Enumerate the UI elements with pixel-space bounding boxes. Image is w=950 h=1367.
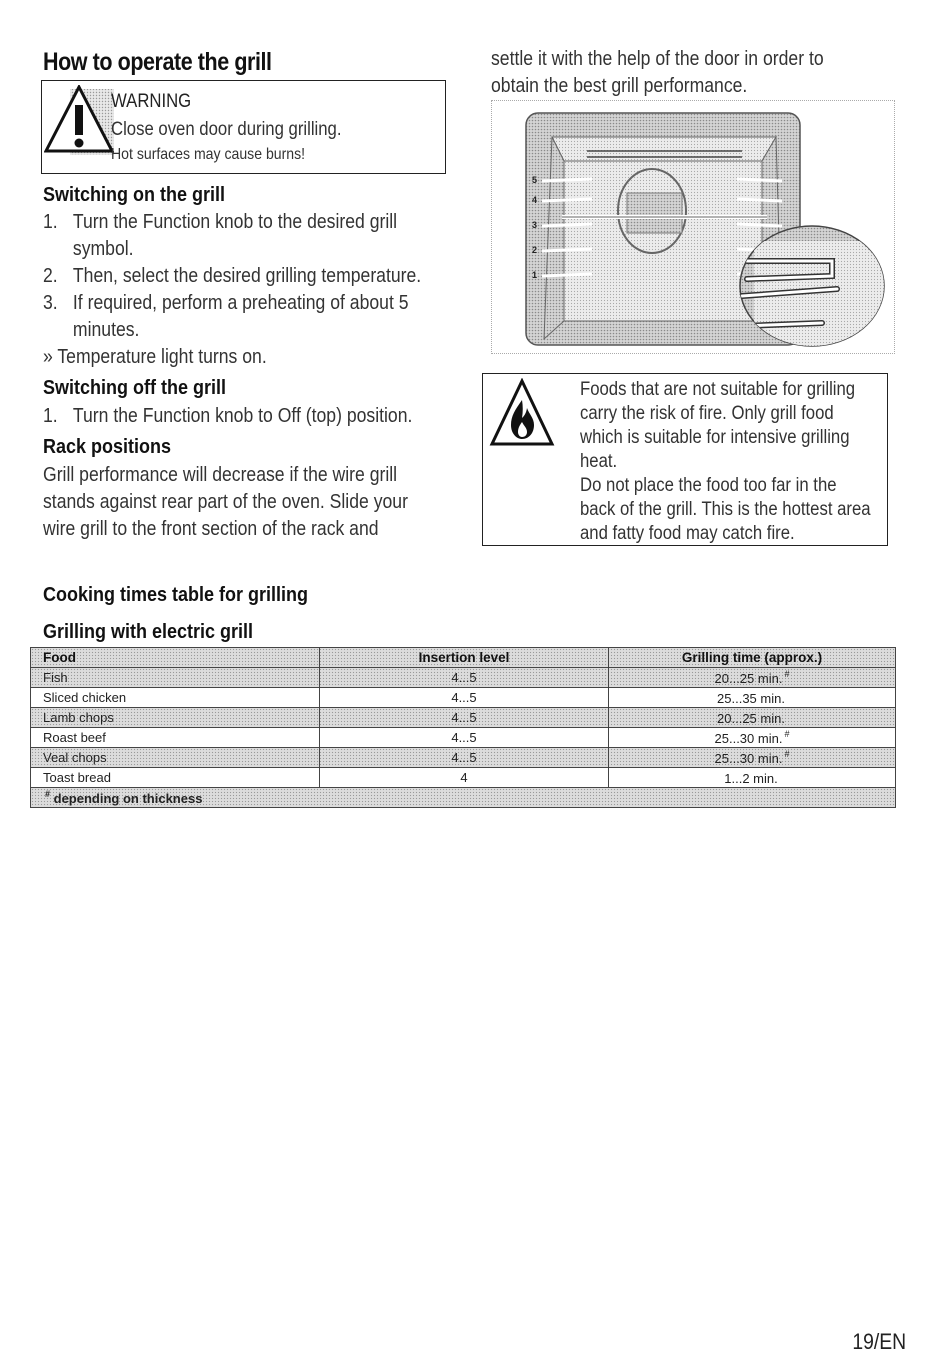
switching-on-heading: Switching on the grill — [43, 184, 225, 206]
list-item: 3. If required, perform a preheating of about 5 — [43, 292, 409, 314]
list-item-cont: minutes. — [72, 319, 140, 341]
rack-positions-text: Grill performance will decrease if the wire grill stands against rear part of the oven. Slide your wire grill to the front section of the rack and — [43, 464, 408, 540]
warning-line-2: Hot surfaces may cause burns! — [111, 146, 306, 163]
table-heading: Cooking times table for grilling — [43, 584, 309, 606]
warning-icon — [44, 85, 114, 155]
table-header-row — [31, 648, 896, 668]
fire-warning-text: Foods that are not suitable for grilling carry the risk of fire. Only grill food which is suitable for intensive grilling heat. Do not place the food too far in the back of the grill. This is the hottest area and fatty food may catch fire. — [580, 379, 871, 544]
page-number: 19/EN — [852, 1329, 906, 1354]
rack-continuation-text: settle it with the help of the door in order to obtain the best grill performance. — [491, 48, 824, 97]
food-cell: Roast beef — [31, 728, 320, 748]
page-title: How to operate the grill — [43, 48, 272, 76]
table-row — [31, 668, 896, 688]
table-row — [31, 688, 896, 708]
column-header: Insertion level — [320, 648, 609, 668]
level-cell: 4...5 — [320, 748, 609, 768]
fire-hazard-icon — [489, 378, 555, 450]
list-item: 1. Turn the Function knob to Off (top) position. — [43, 405, 413, 427]
table-subheading: Grilling with electric grill — [43, 621, 254, 643]
column-header: Grilling time (approx.) — [609, 648, 896, 668]
food-cell: Fish — [31, 668, 320, 688]
rack-level-label: 3 — [532, 220, 538, 230]
rack-positions-heading: Rack positions — [43, 436, 172, 458]
list-item-cont: symbol. — [72, 238, 134, 260]
rack-level-label: 1 — [532, 270, 538, 280]
time-cell: 1...2 min. — [609, 768, 896, 788]
list-item: 1. Turn the Function knob to the desired grill — [43, 211, 398, 233]
table-row — [31, 708, 896, 728]
level-cell: 4...5 — [320, 688, 609, 708]
table-row — [31, 768, 896, 788]
rack-level-label: 4 — [532, 195, 538, 205]
switching-off-heading: Switching off the grill — [43, 377, 226, 399]
food-cell: Sliced chicken — [31, 688, 320, 708]
switching-off-list — [43, 403, 412, 430]
oven-rack-illustration — [491, 100, 895, 354]
time-cell: 20...25 min. — [609, 708, 896, 728]
table-row — [31, 748, 896, 768]
rack-level-label: 2 — [532, 245, 538, 255]
level-cell: 4 — [320, 768, 609, 788]
food-cell: Lamb chops — [31, 708, 320, 728]
warning-box — [41, 80, 446, 174]
fire-warning-box — [482, 373, 888, 546]
footnote-cell: # depending on thickness — [31, 788, 896, 808]
food-cell: Toast bread — [31, 768, 320, 788]
list-item: 2. Then, select the desired grilling temperature. — [43, 265, 422, 287]
time-cell: 20...25 min. # — [609, 668, 896, 688]
oven-interior-image — [492, 101, 894, 353]
food-cell: Veal chops — [31, 748, 320, 768]
rack-level-label: 5 — [532, 175, 538, 185]
grilling-times-table — [30, 647, 896, 808]
time-cell: 25...30 min. # — [609, 728, 896, 748]
warning-line-1: Close oven door during grilling. — [111, 119, 342, 140]
table-footnote-row — [31, 788, 896, 808]
result-text: » Temperature light turns on. — [43, 346, 267, 368]
warning-heading: WARNING — [111, 91, 192, 112]
column-header: Food — [31, 648, 320, 668]
time-cell: 25...35 min. — [609, 688, 896, 708]
level-cell: 4...5 — [320, 668, 609, 688]
table-row — [31, 728, 896, 748]
level-cell: 4...5 — [320, 728, 609, 748]
level-cell: 4...5 — [320, 708, 609, 728]
switching-on-list — [43, 209, 421, 371]
time-cell: 25...30 min. # — [609, 748, 896, 768]
